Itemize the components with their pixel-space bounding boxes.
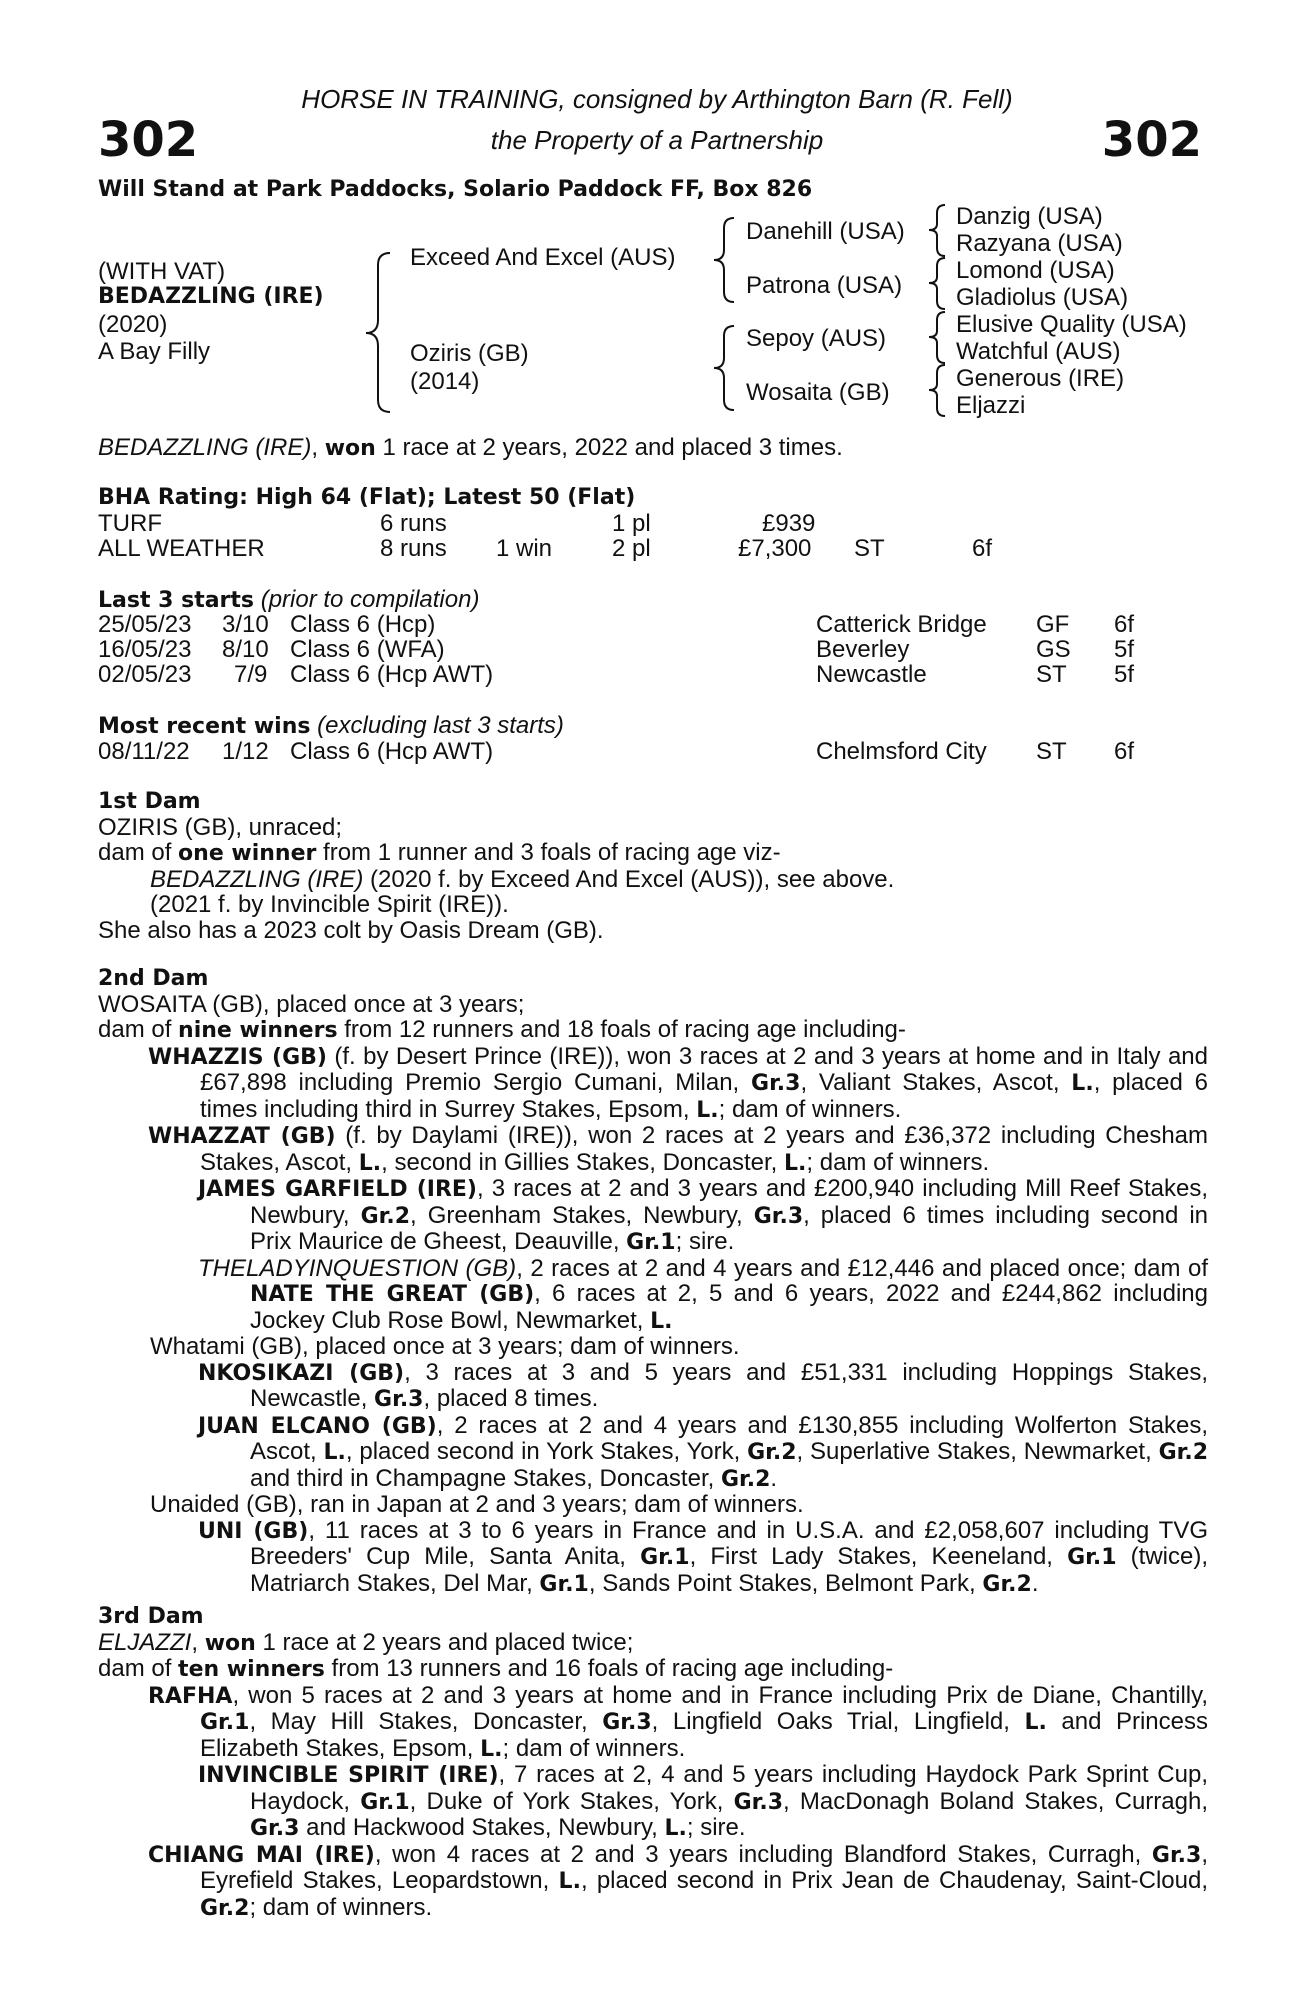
foaling-year: (2020) [98, 311, 168, 338]
pedigree-sire-sire: Danehill (USA) [746, 218, 905, 245]
pedigree-sdd: Gladiolus (USA) [956, 284, 1129, 311]
third-dam-section: 3rd Dam ELJAZZI, won 1 race at 2 years and placed twice; dam of ten winners from 13 runners and 16 foals of racing age including- RAFHA, won 5 races at 2 and 3 years at home and in France including Prix de Diane, Chantilly, Gr.1, May Hill Stakes, Doncaster, Gr.3, Lingfield Oaks Trial, Lingfield, L. and Princess Elizabeth Stakes, Epsom, L.; dam of winners. INVINCIBLE SPIRIT (IRE), 7 races at 2, 4 and 5 years including Haydock Park Sprint Cup, Haydock, Gr.1, Duke of York Stakes, York, Gr.3, MacDonagh Boland Stakes, Curragh, Gr.3 and Hackwood Stakes, Newbury, L.; sire. CHIANG MAI (IRE), won 4 races at 2 and 3 years including Blandford Stakes, Curragh, Gr.3, Eyrefield Stakes, Leopardstown, L., placed second in Prix Jean de Chaudenay, Saint-Cloud, Gr.2; dam of winners. [98, 1604, 1209, 1921]
pedigree-dam-sire: Sepoy (AUS) [746, 325, 887, 352]
pedigree-dds: Generous (IRE) [956, 365, 1125, 392]
stand-location: Will Stand at Park Paddocks, Solario Paddock FF, Box 826 [98, 177, 813, 202]
horse-name: BEDAZZLING (IRE) [98, 284, 324, 309]
property-line: the Property of a Partnership [490, 125, 824, 155]
recent-wins-heading: Most recent wins (excluding last 3 starts) [98, 712, 564, 739]
vat-label: (WITH VAT) [98, 258, 226, 285]
pedigree-ddd: Eljazzi [956, 392, 1026, 419]
third-dam-title: 3rd Dam [98, 1604, 204, 1629]
second-dam-section: 2nd Dam WOSAITA (GB), placed once at 3 years; dam of nine winners from 12 runners and 18 foals of racing age including- WHAZZIS (GB) (f. by Desert Prince (IRE)), won 3 races at 2 and 3 years at home and in Italy and £67,898 including Premio Sergio Cumani, Milan, Gr.3, Valiant Stakes, Ascot, L., placed 6 times including third in Surrey Stakes, Epsom, L.; dam of winners. WHAZZAT (GB) (f. by Daylami (IRE)), won 2 races at 2 years and £36,372 including Chesham Stakes, Ascot, L., second in Gillies Stakes, Doncaster, L.; dam of winners. JAMES GARFIELD (IRE), 3 races at 2 and 3 years and £200,940 including Mill Reef Stakes, Newbury, Gr.2, Greenham Stakes, Newbury, Gr.3, placed 6 times including second in Prix Maurice de Gheest, Deauville, Gr.1; sire. THELADYINQUESTION (GB), 2 races at 2 and 4 years and £12,446 and placed once; dam of NATE THE GREAT (GB), 6 races at 2, 5 and 6 years, 2022 and £244,862 including Jockey Club Rose Bowl, Newmarket, L. Whatami (GB), placed once at 3 years; dam of winners. NKOSIKAZI (GB), 3 races at 3 and 5 years and £51,331 including Hoppings Stakes, Newcastle, Gr.3, placed 8 times. JUAN ELCANO (GB), 2 races at 2 and 4 years and £130,855 including Wolferton Stakes, Ascot, L., placed second in York Stakes, York, Gr.2, Superlative Stakes, Newmarket, Gr.2 and third in Champagne Stakes, Doncaster, Gr.2. Unaided (GB), ran in Japan at 2 and 3 years; dam of winners. UNI (GB), 11 races at 3 to 6 years in France and in U.S.A. and £2,058,607 including TVG Breeders' Cup Mile, Santa Anita, Gr.1, First Lady Stakes, Keeneland, Gr.1 (twice), Matriarch Stakes, Del Mar, Gr.1, Sands Point Stakes, Belmont Park, Gr.2. [98, 966, 1209, 1597]
pedigree-sds: Lomond (USA) [956, 257, 1115, 284]
pedigree-dam: Oziris (GB) [410, 340, 529, 367]
pedigree-sire: Exceed And Excel (AUS) [410, 244, 676, 271]
second-dam-title: 2nd Dam [98, 966, 209, 991]
race-summary: BEDAZZLING (IRE), won 1 race at 2 years, 2022 and placed 3 times. [98, 434, 843, 461]
first-dam-section: 1st Dam OZIRIS (GB), unraced; dam of one winner from 1 runner and 3 foals of racing age viz- BEDAZZLING (IRE) (2020 f. by Exceed And Excel (AUS)), see above. (2021 f. by Invincible Spirit (IRE)). She also has a 2023 colt by Oasis Dream (GB). [98, 789, 1208, 943]
pedigree-dam-year: (2014) [410, 368, 480, 395]
rating-title: BHA Rating: High 64 (Flat); Latest 50 (Flat) [98, 485, 636, 510]
last-starts-heading: Last 3 starts (prior to compilation) [98, 586, 480, 613]
pedigree-dsd: Watchful (AUS) [956, 338, 1121, 365]
pedigree-dam-dam: Wosaita (GB) [746, 379, 890, 406]
lot-number-left: 302 [98, 112, 199, 168]
horse-description: A Bay Filly [98, 338, 211, 365]
pedigree-dss: Elusive Quality (USA) [956, 311, 1187, 338]
first-dam-title: 1st Dam [98, 789, 201, 814]
lot-number-right: 302 [1101, 112, 1202, 168]
pedigree-ssd: Razyana (USA) [956, 230, 1123, 257]
pedigree-sss: Danzig (USA) [956, 203, 1103, 230]
pedigree-sire-dam: Patrona (USA) [746, 272, 903, 299]
consignor-line: HORSE IN TRAINING, consigned by Arthington Barn (R. Fell) [301, 84, 1013, 114]
